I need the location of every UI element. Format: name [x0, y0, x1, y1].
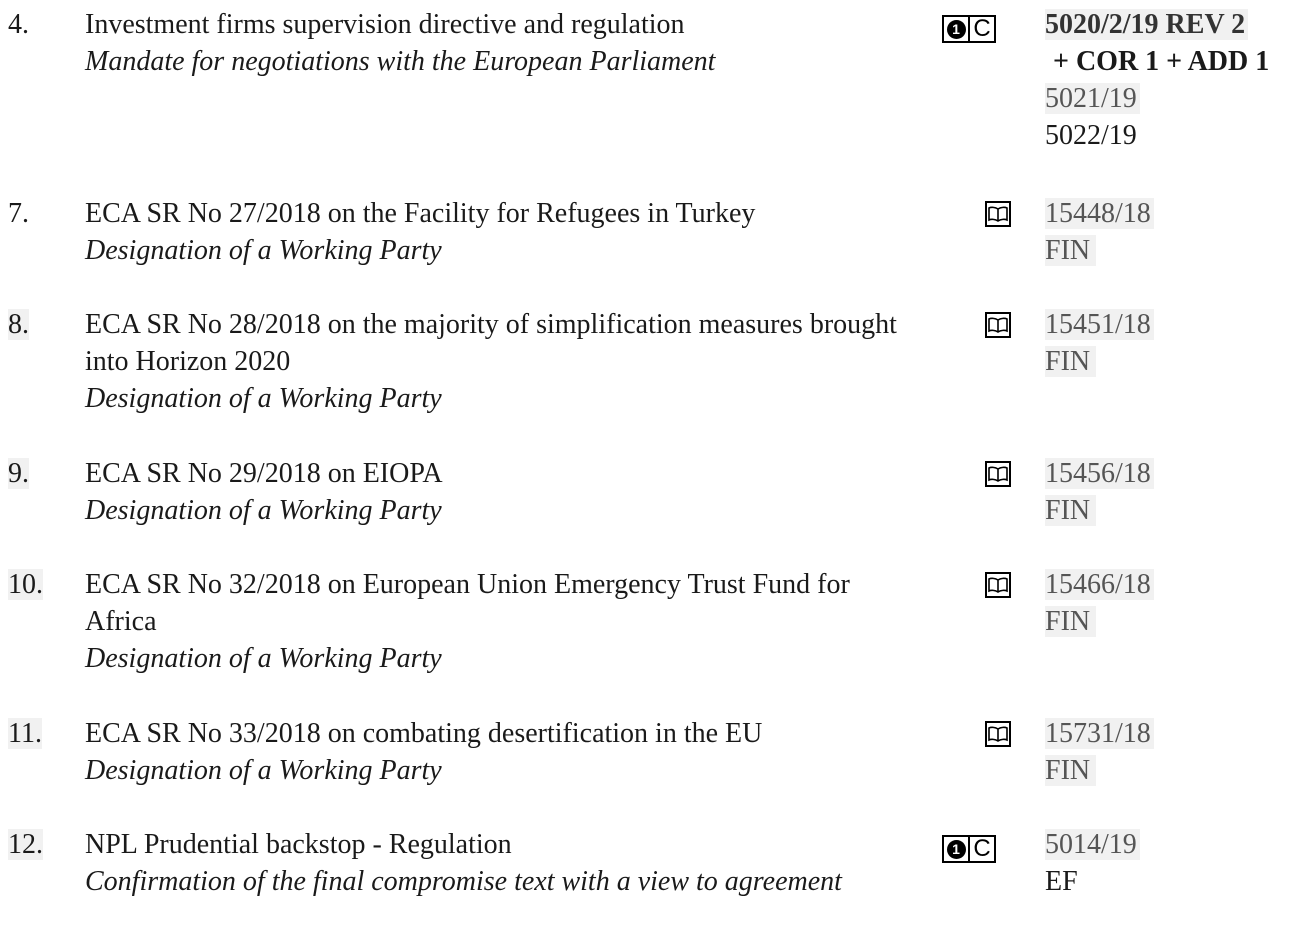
- letter-c-icon: C: [970, 15, 996, 43]
- document-refs: [1045, 306, 1154, 380]
- item-icons: [985, 461, 1011, 487]
- item-subject: ECA SR No 28/2018 on the majority of simplification measures brought into Horizon 2020: [85, 309, 897, 377]
- item-number: 11.: [8, 718, 42, 749]
- item-number: 4.: [8, 9, 29, 40]
- doc-ref[interactable]: FIN: [1045, 492, 1154, 529]
- item-icons: [985, 721, 1011, 747]
- item-subject: Investment firms supervision directive and regulation: [85, 9, 685, 40]
- doc-ref[interactable]: + COR 1 + ADD 1: [1053, 46, 1270, 77]
- item-mandate: Designation of a Working Party: [85, 643, 442, 674]
- item-title: [85, 455, 915, 529]
- doc-ref[interactable]: FIN: [1045, 752, 1154, 789]
- item-subject: ECA SR No 33/2018 on combating desertification in the EU: [85, 718, 763, 749]
- item-icons: [942, 835, 996, 861]
- item-mandate: Confirmation of the final compromise text with a view to agreement: [85, 866, 842, 897]
- doc-ref[interactable]: 5020/2/19 REV 2: [1045, 6, 1269, 43]
- document-refs: [1045, 6, 1269, 154]
- item-icons: [985, 572, 1011, 598]
- open-book-icon: [985, 572, 1011, 598]
- item-subject: ECA SR No 29/2018 on EIOPA: [85, 458, 443, 489]
- item-title: [85, 715, 915, 789]
- open-book-icon: [985, 312, 1011, 338]
- item-title: [85, 566, 915, 677]
- item-mandate: Designation of a Working Party: [85, 383, 442, 414]
- doc-ref[interactable]: EF: [1045, 866, 1078, 897]
- doc-ref[interactable]: 15466/18: [1045, 566, 1154, 603]
- item-mandate: Designation of a Working Party: [85, 755, 442, 786]
- item-icons: [942, 15, 996, 41]
- item-number: 9.: [8, 458, 29, 489]
- item-title: [85, 306, 915, 417]
- item-number: 12.: [8, 829, 43, 860]
- item-icons: [985, 312, 1011, 338]
- document-refs: [1045, 455, 1154, 529]
- item-mandate: Mandate for negotiations with the European Parliament: [85, 46, 716, 77]
- letter-c-icon: C: [970, 835, 996, 863]
- item-subject: ECA SR No 32/2018 on European Union Emergency Trust Fund for Africa: [85, 569, 850, 637]
- doc-ref[interactable]: FIN: [1045, 343, 1154, 380]
- item-subject: NPL Prudential backstop - Regulation: [85, 829, 512, 860]
- item-number: 7.: [8, 198, 29, 229]
- doc-ref[interactable]: FIN: [1045, 232, 1154, 269]
- document-refs: [1045, 195, 1154, 269]
- open-book-icon: [985, 461, 1011, 487]
- open-book-icon: [985, 201, 1011, 227]
- document-refs: [1045, 566, 1154, 640]
- item-number: 8.: [8, 309, 29, 340]
- item-title: [85, 6, 915, 80]
- item-mandate: Designation of a Working Party: [85, 235, 442, 266]
- item-icons: [985, 201, 1011, 227]
- item-title: [85, 195, 915, 269]
- doc-ref[interactable]: FIN: [1045, 603, 1154, 640]
- document-refs: [1045, 715, 1154, 789]
- document-refs: [1045, 826, 1140, 900]
- item-number: 10.: [8, 569, 43, 600]
- item-mandate: Designation of a Working Party: [85, 495, 442, 526]
- circle-one-icon: 1: [942, 15, 970, 43]
- doc-ref[interactable]: 5021/19: [1045, 80, 1269, 117]
- doc-ref[interactable]: 15456/18: [1045, 455, 1154, 492]
- doc-ref[interactable]: 15448/18: [1045, 195, 1154, 232]
- circle-one-icon: 1: [942, 835, 970, 863]
- doc-ref[interactable]: 15451/18: [1045, 306, 1154, 343]
- doc-ref[interactable]: 15731/18: [1045, 715, 1154, 752]
- open-book-icon: [985, 721, 1011, 747]
- doc-ref[interactable]: 5014/19: [1045, 826, 1140, 863]
- item-title: [85, 826, 845, 900]
- item-subject: ECA SR No 27/2018 on the Facility for Refugees in Turkey: [85, 198, 756, 229]
- doc-ref[interactable]: 5022/19: [1045, 120, 1137, 151]
